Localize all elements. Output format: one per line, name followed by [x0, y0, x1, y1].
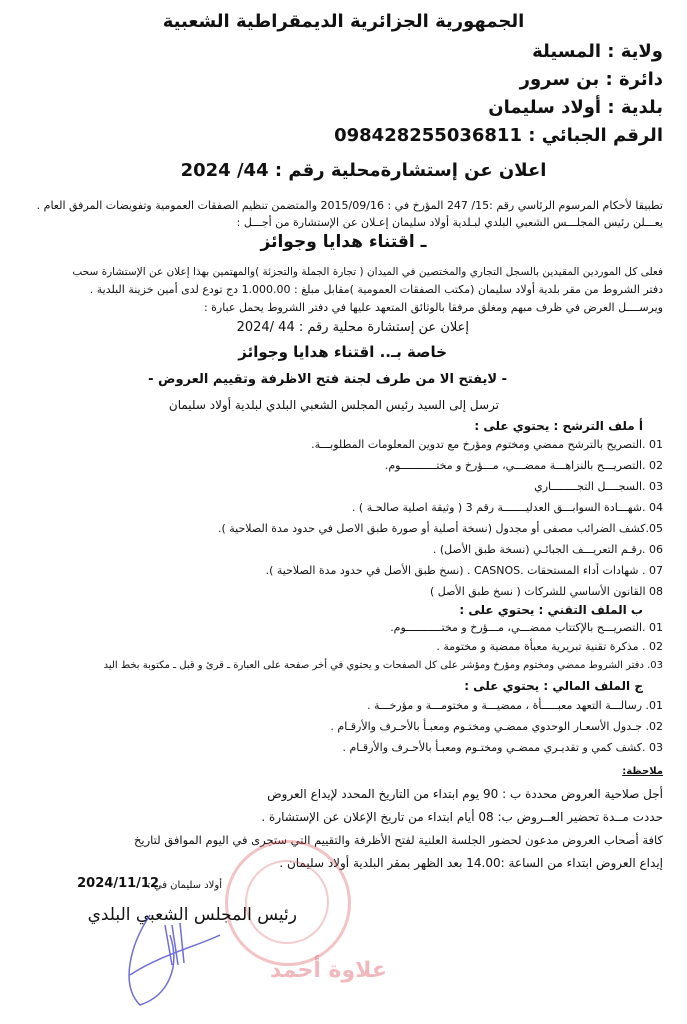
note-line: حددت مــدة تحضير العــروض ب: 08 أيام ابتداء من تاريخ الإعلان عن الإستشارة . [261, 810, 663, 824]
list-item: 02 . مذكرة تقنية تبريرية معبأة ممضية و مختومة . [436, 640, 663, 653]
list-item: 02. جـدول الأسعـار الوحدوي ممضـي ومختـوم ومعبـأ بالأحـرف والأرقـام . [330, 720, 663, 733]
envelope-line: خاصة بـ.. اقتناء هدايا وجوائز [238, 343, 447, 361]
list-item: 08 القانون الأساسي للشركات ( نسخ طبق الأصل ) [429, 585, 663, 598]
signature [110, 905, 230, 1015]
notes-heading: ملاحظة: [622, 766, 663, 777]
stamp-name: علاوة أحمد [270, 958, 387, 983]
body-line: فعلى كل الموردين المقيدين بالسجل التجاري والمختصين في الميدان ( تجارة الجملة والتجزئة )والمهتمين بهذا إعلان عن الإستشارة سحب [72, 266, 663, 278]
list-item: 03 .كشف كمي و تقديـري ممضـي ومختـوم ومعبـأ بالأحـرف والأرقـام . [342, 741, 663, 754]
daira: دائرة : بن سرور [519, 69, 663, 90]
note-line: إيداع العروض ابتداء من الساعة :14.00 بعد الظهر بمقر البلدية أولاد سليمان . [279, 856, 663, 870]
list-item: 01. رسالـــة التعهد معبـــــأة ، ممضيـــة و مختومـــة و مؤرخـــة . [367, 699, 663, 712]
list-item: 01 .التصريـــح بالإكتتاب ممضـــي، مـــؤرخ و مختـــــــــــوم. [390, 621, 663, 634]
list-item: 07 . شهادات أداء المستحقات .CASNOS . (نسخ طبق الأصل في حدود مدة الصلاحية ). [265, 564, 663, 577]
section-heading: ب الملف التقني : يحتوي على : [459, 603, 643, 617]
subject-heading: ـ اقتناء هدايا وجوائز [260, 232, 427, 252]
list-item: 01 .التصريح بالترشح ممضي ومختوم ومؤرخ مع تدوين المعلومات المطلوبـــة. [311, 438, 663, 451]
note-line: أجل صلاحية العروض محددة ب : 90 يوم ابتداء من التاريخ المحدد لإيداع العروض [267, 787, 663, 801]
wilaya: ولاية : المسيلة [532, 41, 663, 62]
tax-id: الرقم الجبائي : 098428255036811 [334, 125, 663, 146]
list-item: 06 .رقـم التعريـــف الجبائـي (نسخة طبق الأصل) . [432, 543, 663, 556]
stamp-inner [245, 860, 329, 944]
page-title: اعلان عن إستشارةمحلية رقم : 44/ 2024 [180, 160, 547, 181]
list-item: 03 .السجــــل التجــــــــاري [534, 480, 663, 493]
intro-line: تطبيقا لأحكام المرسوم الرئاسي رقم :15/ 247 المؤرخ في : 2015/09/16 والمتضمن تنظيم الصفقات العمومية وتفويضات المرفق العام . [36, 199, 663, 212]
baladia: بلدية : أولاد سليمان [488, 97, 663, 118]
section-heading: أ ملف الترشح : يحتوي على : [474, 419, 643, 433]
sign-date: 2024/11/12 [77, 876, 159, 891]
body-line: ويرســــل العرض في ظرف مبهم ومغلق مرفقا بالوثائق المتعهد عليها في دفتر الشروط يحمل عبارة : [203, 301, 663, 314]
intro-line: يعـــلن رئيس المجلـــس الشعبي البلدي لبـلدية أولاد سليمان إعـلان عن الإستشارة من أجـــل : [236, 216, 663, 229]
list-item: 02 .التصريـــح بالنزاهـــة ممضـــي، مـــؤرخ و مختـــــــــــوم. [384, 459, 663, 472]
body-line: دفتر الشروط من مقر بلدية أولاد سليمان (مكتب الصفقات العمومية )مقابل مبلغ : 1.000.00 دج تودع لدى أمين خزينة البلدية . [89, 283, 663, 296]
list-item: 03. دفتر الشروط ممضي ومختوم ومؤرخ ومؤشر على كل الصفحات و يحتوي في أخر صفحة على العبارة ـ قرئ و قبل ـ مكتوبة بخط اليد [103, 660, 663, 671]
republic-header: الجمهورية الجزائرية الديمقراطية الشعبية [162, 11, 525, 32]
note-line: كافة أصحاب العروض مدعون لحضور الجلسة العلنية لفتح الأظرفة والتقييم التي ستجرى في اليوم الموافق لتاريخ [133, 833, 663, 847]
list-item: 05.كشف الضرائب مصفى أو مجدول (نسخة أصلية أو صورة طبق الاصل في حدود مدة الصلاحية ). [217, 522, 663, 535]
list-item: 04 .شهـــادة السوابـــق العدليـــــــة رقم 3 ( وثيقة اصلية صالحـة ) . [351, 501, 663, 514]
section-heading: ج الملف المالي : يحتوي على : [464, 679, 643, 693]
envelope-line: - لايفتح الا من طرف لجنة فتح الاظرفة وتقييم العروض - [148, 372, 507, 387]
envelope-line: ترسل إلى السيد رئيس المجلس الشعبي البلدي لبلدية أولاد سليمان [168, 398, 499, 412]
signatory-title: رئيس المجلس الشعبي البلدي [87, 905, 297, 925]
sign-place: أولاد سليمان في : [147, 880, 222, 891]
envelope-line: إعلان عن إستشارة محلية رقم : 44 /2024 [236, 320, 469, 335]
